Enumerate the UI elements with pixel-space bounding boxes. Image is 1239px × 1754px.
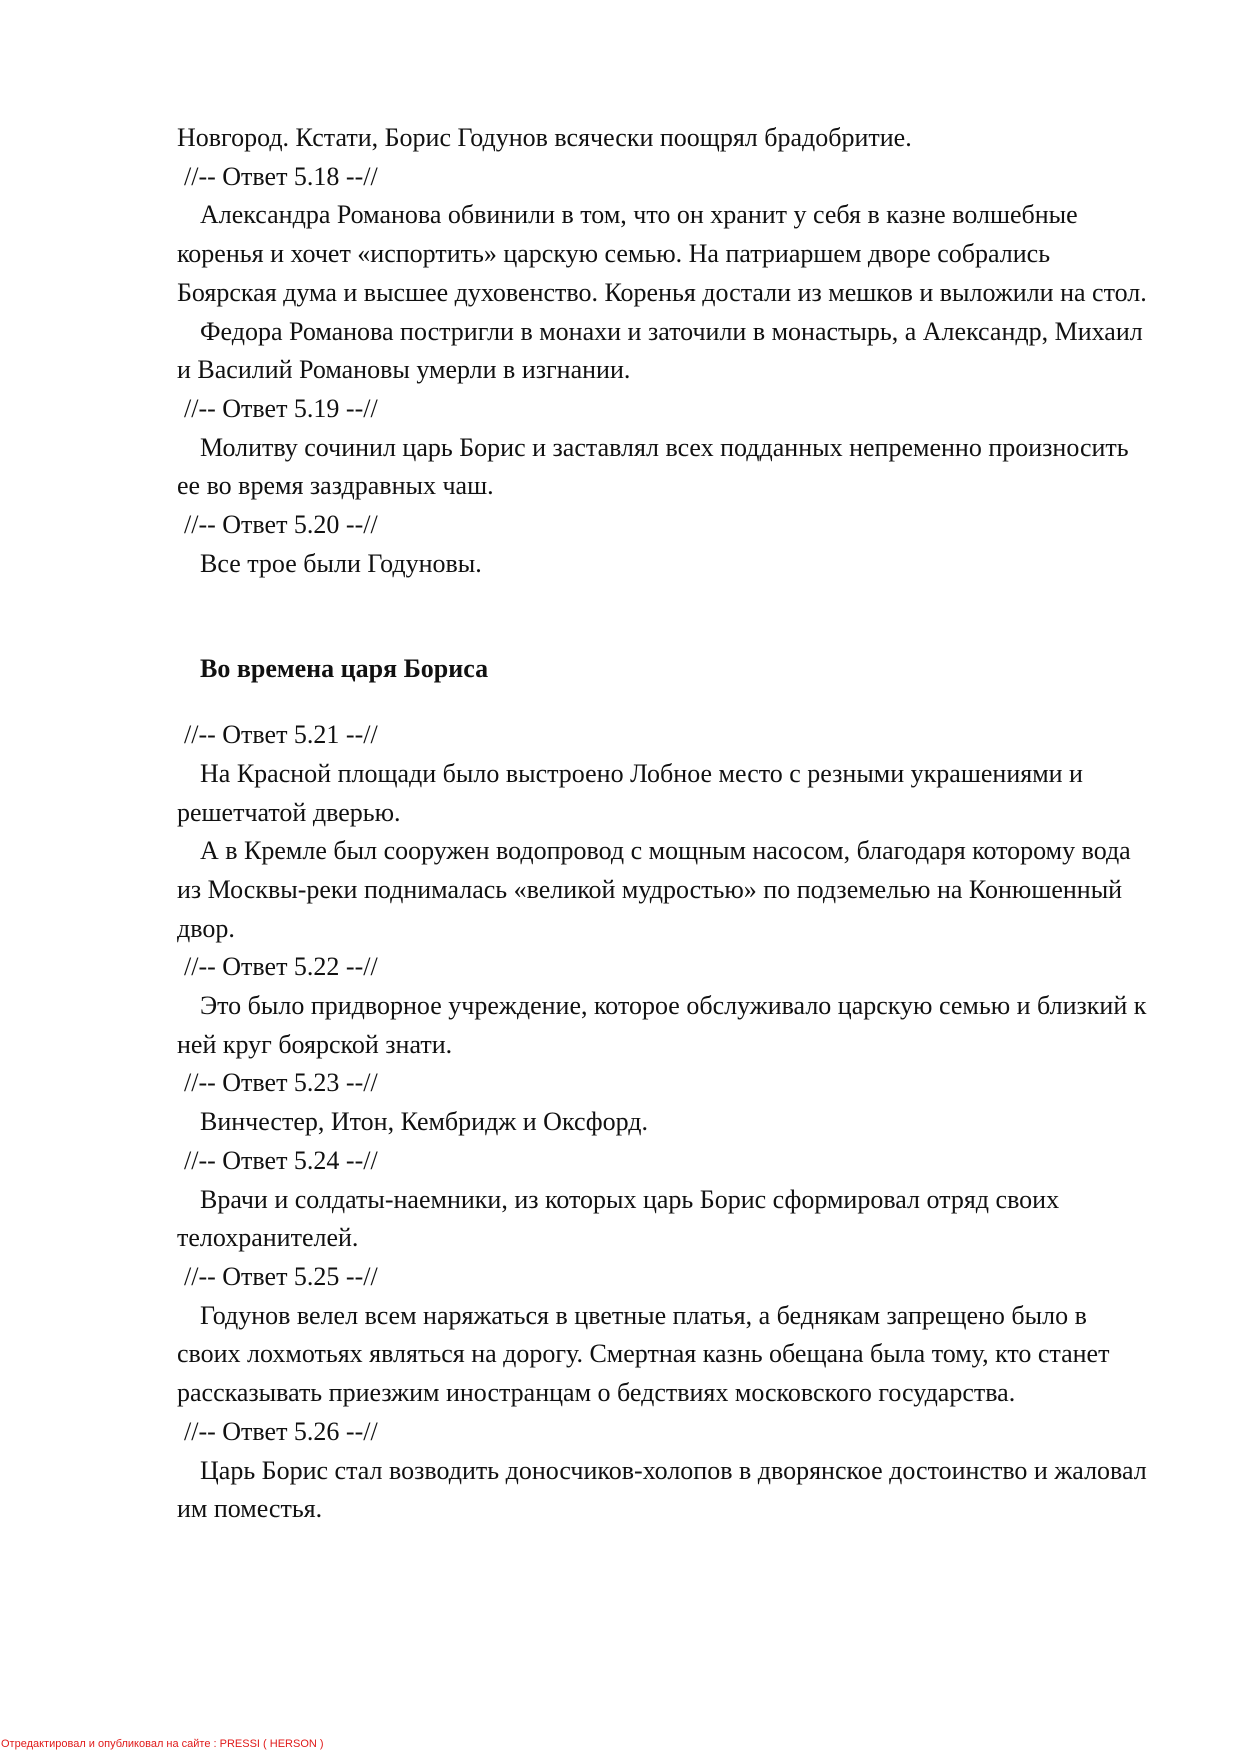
paragraph: На Красной площади было выстроено Лобное место с резными украшениями и решетчатой дверью. [177,758,1083,827]
answer-marker: //-- Ответ 5.19 --// [184,393,378,423]
paragraph: Царь Борис стал возводить доносчиков-холопов в дворянское достоинство и жаловал им поместья. [177,1455,1147,1524]
paragraph: Это было придворное учреждение, которое обслуживало царскую семью и близкий к ней круг боярской знати. [177,991,1147,1059]
text-column [177,119,1147,1529]
section-heading: Во времена царя Бориса [200,654,489,684]
answer-marker: //-- Ответ 5.18 --// [184,161,378,191]
answer-marker: //-- Ответ 5.24 --// [184,1145,378,1175]
answer-marker: //-- Ответ 5.23 --// [184,1068,378,1098]
paragraph: Александра Романова обвинили в том, что он хранит у себя в казне волшебные коренья и хочет «испортить» царскую семью. На патриаршем дворе собрались Боярская дума и высшее духовенство. Коренья достали из мешков и выложили на стол. [177,200,1147,307]
answer-marker: //-- Ответ 5.20 --// [184,510,378,540]
answer-marker: //-- Ответ 5.25 --// [184,1261,378,1291]
paragraph: Новгород. Кстати, Борис Годунов всячески поощрял брадобритие. [177,123,912,152]
paragraph: Годунов велел всем наряжаться в цветные платья, а беднякам запрещено было в своих лохмотьях являться на дорогу. Смертная казнь обещана была тому, кто станет рассказывать приезжим иностранцам о бедствиях московского государства. [177,1300,1110,1408]
paragraph: Винчестер, Итон, Кембридж и Оксфорд. [200,1107,649,1137]
paragraph: Молитву сочинил царь Борис и заставлял всех подданных непременно произносить ее во время заздравных чаш. [177,432,1129,501]
publisher-footer: Отредактировал и опубликовал на сайте : PRESSI ( HERSON ) [1,1738,324,1750]
heading-spacer-bottom [177,689,1147,716]
paragraph: А в Кремле был сооружен водопровод с мощным насосом, благодаря которому вода из Москвы-реки поднималась «великой мудростью» по подземелью на Конюшенный двор. [177,836,1131,943]
answer-marker: //-- Ответ 5.21 --// [184,720,378,750]
paragraph: Федора Романова постригли в монахи и заточили в монастырь, а Александр, Михаил и Василий Романовы умерли в изгнании. [177,316,1143,385]
paragraph: Врачи и солдаты-наемники, из которых царь Борис сформировал отряд своих телохранителей. [177,1184,1060,1253]
section-after-heading [177,716,1147,1529]
section-before-heading [177,119,1147,583]
answer-marker: //-- Ответ 5.26 --// [184,1416,378,1446]
heading-spacer-top [177,583,1147,650]
answer-marker: //-- Ответ 5.22 --// [184,952,378,982]
paragraph: Все трое были Годуновы. [200,548,482,578]
